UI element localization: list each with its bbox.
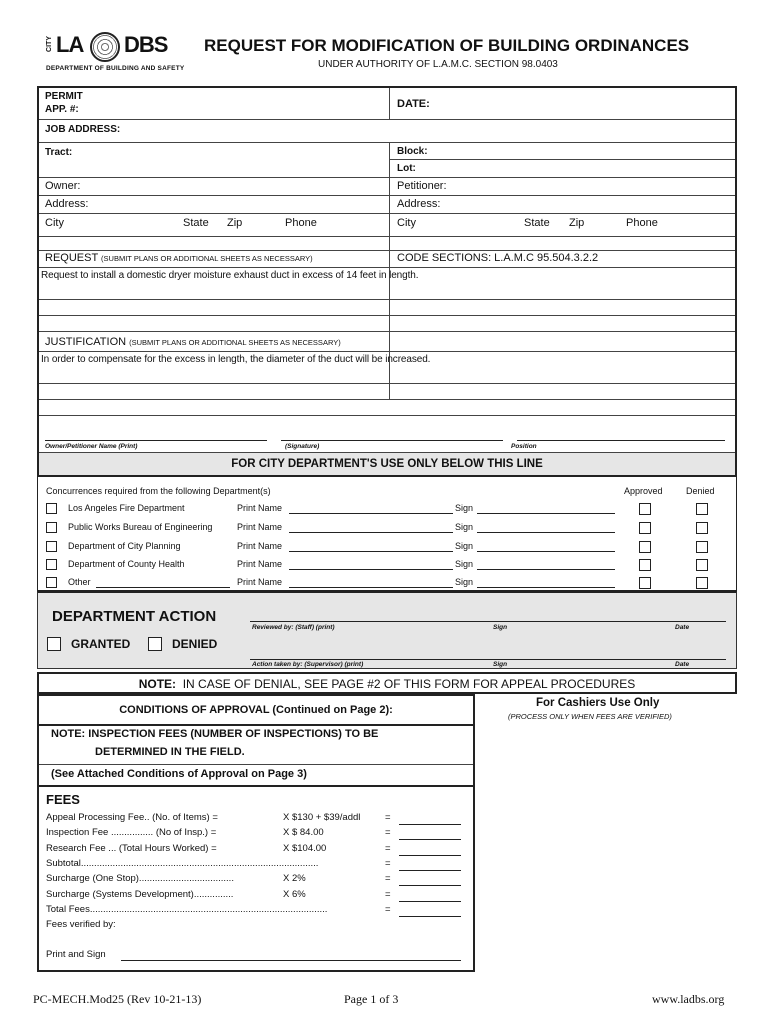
divider [39, 119, 735, 120]
divider [39, 236, 735, 237]
other-department-line[interactable] [96, 577, 230, 588]
owner-zip-label[interactable]: Zip [227, 217, 243, 229]
action-date-caption: Date [675, 661, 690, 668]
petitioner-state-label[interactable]: State [524, 217, 550, 229]
concurrences-intro: Concurrences required from the following Department(s) [46, 486, 271, 496]
form-subtitle: UNDER AUTHORITY OF L.A.M.C. SECTION 98.0403 [318, 59, 558, 70]
granted-label: GRANTED [71, 637, 131, 651]
ladbs-logo [44, 30, 184, 78]
fees-verified-by[interactable]: Fees verified by: [46, 919, 116, 930]
divider [39, 250, 735, 251]
inspection-note-line-1: NOTE: INSPECTION FEES (NUMBER OF INSPECTIONS) TO BE [51, 728, 379, 740]
print-name-line[interactable] [289, 577, 453, 588]
divider [39, 213, 735, 214]
divider [39, 764, 473, 765]
divider [39, 177, 735, 178]
sign-label: Sign [455, 522, 474, 532]
owner-name-caption: Owner/Petitioner Name (Print) [45, 443, 138, 450]
logo-dbs-text: DBS [124, 32, 168, 57]
signature-caption: (Signature) [285, 443, 320, 450]
fee-amount-line[interactable] [399, 885, 461, 886]
fee-label: Surcharge (Systems Development)............... [46, 888, 234, 900]
justification-heading [45, 336, 341, 348]
request-label: REQUEST [45, 252, 98, 264]
cashiers-note: (PROCESS ONLY WHEN FEES ARE VERIFIED) [508, 712, 672, 721]
department-checkbox[interactable] [46, 503, 57, 514]
reviewed-sign-caption: Sign [493, 624, 508, 631]
print-name-label: Print Name [237, 541, 283, 551]
fee-amount-line[interactable] [399, 855, 461, 856]
request-heading [45, 252, 313, 264]
print-name-label: Print Name [237, 503, 283, 513]
sign-label: Sign [455, 577, 474, 587]
divider [389, 88, 390, 119]
divider [389, 159, 735, 160]
application-form [37, 86, 737, 477]
print-name-label: Print Name [237, 559, 283, 569]
form-title: REQUEST FOR MODIFICATION OF BUILDING ORDINANCES [204, 36, 690, 55]
denied-label: DENIED [172, 637, 218, 651]
page-header [44, 30, 744, 82]
department-action-title: DEPARTMENT ACTION [52, 608, 217, 625]
denied-checkbox[interactable] [696, 577, 708, 589]
approved-checkbox[interactable] [639, 503, 651, 515]
divider [389, 142, 390, 224]
website-link[interactable]: www.ladbs.org [652, 992, 725, 1006]
denial-note-text: IN CASE OF DENIAL, SEE PAGE #2 OF THIS FORM FOR APPEAL PROCEDURES [182, 677, 636, 691]
date-label[interactable]: DATE: [397, 98, 430, 110]
justification-label: JUSTIFICATION [45, 336, 127, 348]
fee-label: Total Fees.......................................................................................... [46, 903, 328, 915]
approved-checkbox[interactable] [639, 559, 651, 571]
justification-lines[interactable] [39, 368, 735, 416]
owner-phone-label[interactable]: Phone [285, 217, 317, 229]
department-checkbox[interactable] [46, 541, 57, 552]
print-name-line[interactable] [289, 559, 453, 570]
owner-address-label[interactable]: Address: [45, 198, 89, 210]
reviewed-date-caption: Date [675, 624, 690, 631]
fee-amount-line[interactable] [399, 870, 461, 871]
fee-equals: = [385, 888, 391, 900]
fee-label: Research Fee ... (Total Hours Worked) = [46, 842, 217, 854]
sign-line[interactable] [477, 577, 615, 588]
block-label[interactable]: Block: [397, 146, 428, 157]
print-name-label: Print Name [237, 577, 283, 587]
owner-label[interactable]: Owner: [45, 180, 81, 192]
divider [39, 142, 735, 143]
fee-equals: = [385, 857, 391, 869]
form-id: PC-MECH.Mod25 (Rev 10-21-13) [33, 992, 202, 1006]
fee-amount-line[interactable] [399, 824, 461, 825]
logo-city-text: CITY [46, 36, 53, 52]
department-name: Department of County Health [68, 559, 185, 569]
petitioner-city-label[interactable]: City [397, 217, 416, 229]
divider [39, 351, 735, 352]
department-name: Los Angeles Fire Department [68, 503, 185, 513]
denied-checkbox[interactable] [696, 503, 708, 515]
conditions-box [37, 694, 475, 972]
denial-note-label: NOTE: [138, 677, 177, 691]
tract-label[interactable]: Tract: [45, 147, 73, 158]
petitioner-phone-label[interactable]: Phone [626, 217, 658, 229]
owner-name-line[interactable] [45, 440, 267, 441]
print-name-line[interactable] [289, 503, 453, 514]
conditions-title: CONDITIONS OF APPROVAL (Continued on Page 2): [119, 704, 393, 716]
fees-title: FEES [46, 792, 80, 807]
print-and-sign-label: Print and Sign [46, 949, 106, 960]
granted-checkbox[interactable] [47, 637, 61, 651]
logo-department-text: DEPARTMENT OF BUILDING AND SAFETY [46, 65, 185, 72]
fee-equals: = [385, 873, 391, 885]
fee-calculation: X 2% [283, 873, 306, 885]
position-caption: Position [511, 443, 537, 450]
divider [39, 195, 735, 196]
fee-equals: = [385, 812, 391, 823]
department-checkbox[interactable] [46, 522, 57, 533]
sign-label: Sign [455, 503, 474, 513]
denied-checkbox[interactable] [696, 522, 708, 534]
department-checkbox[interactable] [46, 577, 57, 588]
city-seal-icon [90, 32, 120, 62]
cashiers-title: For Cashiers Use Only [536, 697, 660, 709]
sign-label: Sign [455, 541, 474, 551]
attached-conditions-note: (See Attached Conditions of Approval on Page 3) [51, 768, 307, 780]
sign-line[interactable] [477, 522, 615, 533]
department-action-section [37, 591, 737, 669]
permit-label: PERMIT [45, 91, 83, 102]
owner-city-label[interactable]: City [45, 217, 64, 229]
inspection-note-line-2: DETERMINED IN THE FIELD. [95, 746, 245, 758]
fee-amount-line[interactable] [399, 916, 461, 917]
fee-label: Surcharge (One Stop).................................... [46, 873, 234, 885]
concurrences-section [37, 477, 737, 591]
divider [39, 724, 473, 726]
approved-checkbox[interactable] [639, 577, 651, 589]
petitioner-zip-label[interactable]: Zip [569, 217, 585, 229]
request-text[interactable]: Request to install a domestic dryer moisture exhaust duct in excess of 14 feet in length. [41, 270, 419, 281]
fee-calculation: X $104.00 [283, 842, 327, 854]
fee-label: Appeal Processing Fee.. (No. of Items) = [46, 812, 218, 823]
justification-text[interactable]: In order to compensate for the excess in length, the diameter of the duct will be increased. [41, 354, 431, 365]
action-sign-caption: Sign [493, 661, 508, 668]
action-by-caption: Action taken by: (Supervisor) (print) [252, 661, 364, 668]
department-checkbox[interactable] [46, 559, 57, 570]
sign-line[interactable] [477, 559, 615, 570]
department-name: Public Works Bureau of Engineering [68, 522, 213, 532]
divider [39, 267, 735, 268]
logo-la-text: LA [56, 32, 84, 57]
fee-amount-line[interactable] [399, 839, 461, 840]
justification-note: (SUBMIT PLANS OR ADDITIONAL SHEETS AS NECESSARY) [129, 338, 341, 347]
print-and-sign-line[interactable] [121, 960, 461, 961]
print-name-line[interactable] [289, 522, 453, 533]
divider [39, 785, 473, 787]
denied-checkbox[interactable] [696, 559, 708, 571]
fee-equals: = [385, 842, 391, 854]
sign-line[interactable] [477, 503, 615, 514]
position-line[interactable] [517, 440, 725, 441]
fee-calculation: X $ 84.00 [283, 827, 324, 839]
print-name-label: Print Name [237, 522, 283, 532]
denied-header: Denied [686, 486, 715, 496]
approved-header: Approved [624, 486, 663, 496]
fee-label: Inspection Fee ................ (No of Insp.) = [46, 827, 217, 839]
fee-equals: = [385, 903, 391, 915]
denial-note [37, 672, 737, 694]
fee-equals: = [385, 827, 391, 839]
action-by-line[interactable] [250, 659, 726, 660]
fee-calculation: X $130 + $39/addl [283, 812, 361, 823]
sign-label: Sign [455, 559, 474, 569]
denied-checkbox[interactable] [696, 541, 708, 553]
fee-calculation: X 6% [283, 888, 306, 900]
fee-label: Subtotal.......................................................................................... [46, 857, 319, 869]
print-name-line[interactable] [289, 541, 453, 552]
approved-checkbox[interactable] [639, 522, 651, 534]
sign-line[interactable] [477, 541, 615, 552]
city-use-banner-text: FOR CITY DEPARTMENT'S USE ONLY BELOW THIS LINE [231, 458, 543, 470]
code-sections[interactable]: CODE SECTIONS: L.A.M.C 95.504.3.2.2 [397, 252, 599, 264]
denied-checkbox[interactable] [148, 637, 162, 651]
department-name: Department of City Planning [68, 541, 181, 551]
signature-line[interactable] [281, 440, 503, 441]
page-number: Page 1 of 3 [344, 992, 399, 1006]
request-lines[interactable] [39, 284, 735, 334]
reviewed-by-line[interactable] [250, 621, 726, 622]
lot-label[interactable]: Lot: [397, 163, 416, 174]
approved-checkbox[interactable] [639, 541, 651, 553]
request-note: (SUBMIT PLANS OR ADDITIONAL SHEETS AS NECESSARY) [101, 254, 313, 263]
fee-amount-line[interactable] [399, 901, 461, 902]
owner-state-label[interactable]: State [183, 217, 209, 229]
job-address-label[interactable]: JOB ADDRESS: [45, 124, 121, 135]
app-number-label[interactable]: APP. #: [45, 104, 79, 115]
city-use-banner [39, 453, 735, 475]
reviewed-by-caption: Reviewed by: (Staff) (print) [252, 624, 335, 631]
department-name: Other [68, 577, 91, 587]
petitioner-label[interactable]: Petitioner: [397, 180, 447, 192]
petitioner-address-label[interactable]: Address: [397, 198, 441, 210]
